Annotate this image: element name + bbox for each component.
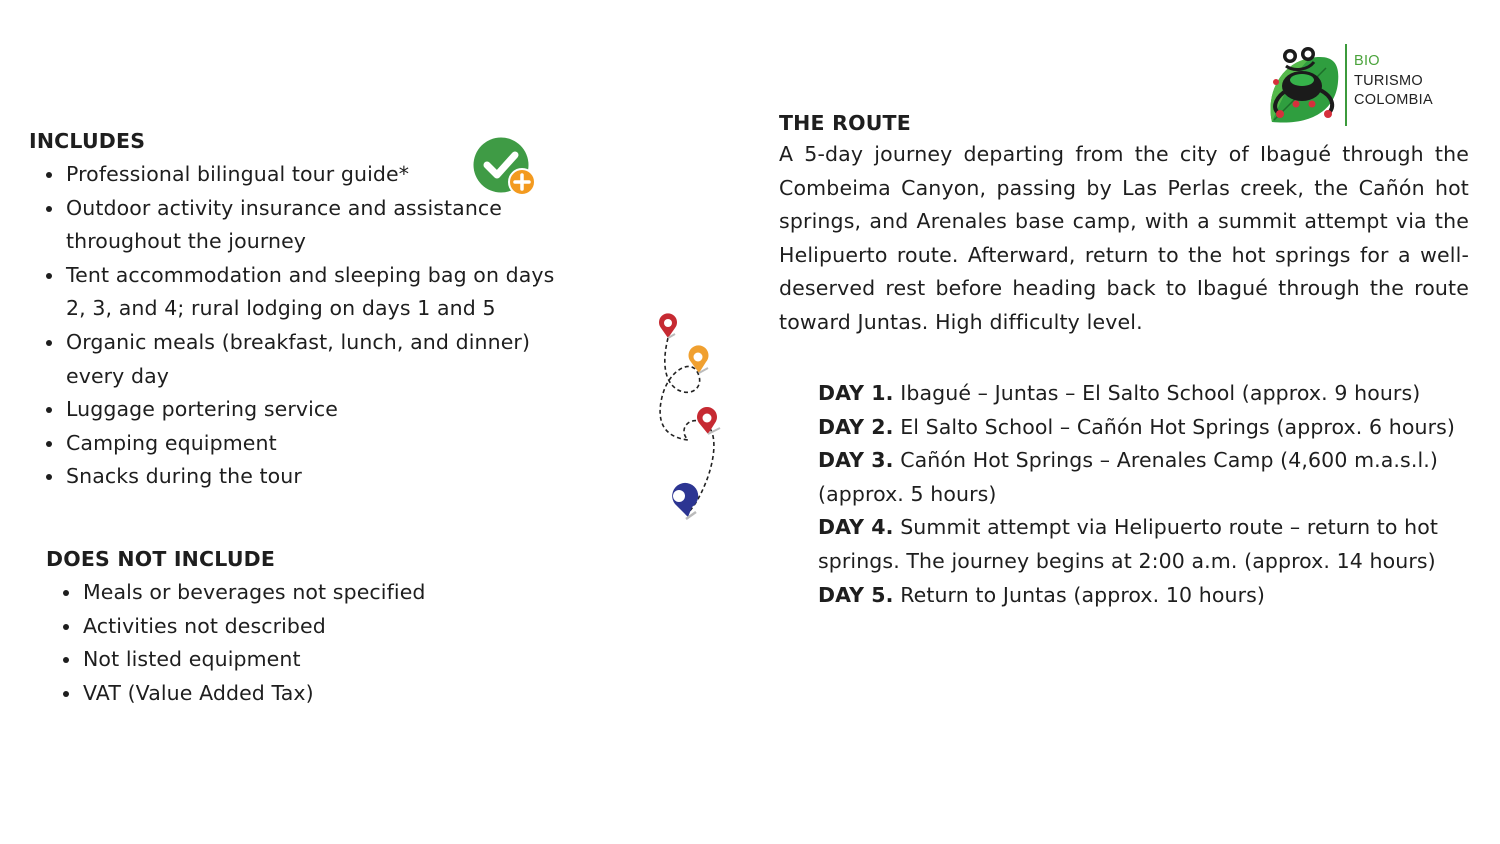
- includes-list: [29, 158, 589, 494]
- brand-logo: [1266, 42, 1466, 130]
- logo-line-bio: BIO: [1354, 53, 1380, 69]
- itinerary-day: [818, 579, 1488, 613]
- excludes-title: DOES NOT INCLUDE: [46, 547, 276, 571]
- itinerary-day: [818, 377, 1488, 411]
- day-text: Return to Juntas (approx. 10 hours): [900, 582, 1266, 607]
- day-label: DAY 3.: [818, 448, 894, 473]
- logo-divider: [1345, 44, 1347, 126]
- day-text: El Salto School – Cañón Hot Springs (approx. 6 hours): [900, 414, 1455, 439]
- route-section: [779, 111, 1469, 340]
- logo-line-colombia: COLOMBIA: [1354, 92, 1433, 108]
- day-text: Summit attempt via Helipuerto route – return to hot springs. The journey begins at 2:00 a.m. (approx. 14 hours): [818, 515, 1439, 573]
- day-label: DAY 2.: [818, 414, 894, 439]
- day-label: DAY 1.: [818, 381, 894, 405]
- pin-orange-icon: [689, 345, 709, 373]
- check-plus-icon: [472, 137, 538, 197]
- includes-item: Snacks during the tour: [29, 460, 589, 494]
- includes-item: Organic meals (breakfast, lunch, and dinner) every day: [29, 326, 566, 393]
- excludes-item: Not listed equipment: [46, 643, 566, 677]
- day-label: DAY 4.: [818, 515, 894, 540]
- includes-title: INCLUDES: [29, 129, 146, 153]
- logo-wordmark: [1354, 52, 1433, 111]
- logo-line-turismo: TURISMO: [1354, 72, 1423, 89]
- includes-item: Tent accommodation and sleeping bag on days 2, 3, and 4; rural lodging on days 1 and 5: [29, 259, 571, 326]
- itinerary-day: [818, 444, 1468, 511]
- excludes-list: [46, 576, 566, 710]
- includes-item: Outdoor activity insurance and assistance throughout the journey: [29, 192, 546, 259]
- excludes-section: [46, 547, 566, 710]
- includes-item: Professional bilingual tour guide*: [29, 158, 589, 192]
- day-label: DAY 5.: [818, 582, 894, 607]
- route-pins-icon: [648, 312, 728, 527]
- frog-leaf-icon: [1266, 42, 1342, 128]
- includes-item: Luggage portering service: [29, 393, 589, 427]
- includes-item: Camping equipment: [29, 427, 589, 461]
- pin-red-icon: [697, 407, 720, 434]
- excludes-item: VAT (Value Added Tax): [46, 677, 566, 711]
- excludes-item: Activities not described: [46, 610, 566, 644]
- itinerary-day: [818, 411, 1488, 445]
- excludes-item: Meals or beverages not specified: [46, 576, 566, 610]
- pin-blue-icon: [672, 483, 698, 519]
- day-text: Ibagué – Juntas – El Salto School (approx. 9 hours): [900, 381, 1421, 405]
- itinerary-day: [818, 511, 1468, 578]
- day-text: Cañón Hot Springs – Arenales Camp (4,600 m.a.s.l.) (approx. 5 hours): [818, 448, 1438, 506]
- route-title: THE ROUTE: [779, 111, 911, 135]
- itinerary-list: [818, 377, 1488, 612]
- pin-red-icon: [659, 313, 677, 338]
- route-description: A 5-day journey departing from the city of Ibagué through the Combeima Canyon, passing by Las Perlas creek, the Cañón hot springs, and Arenales base camp, with a summit attempt via the Helipuerto route. Afterward, return to the hot springs for a well-deserved rest before heading back to Ibagué through the route toward Juntas. High difficulty level.: [779, 142, 1469, 334]
